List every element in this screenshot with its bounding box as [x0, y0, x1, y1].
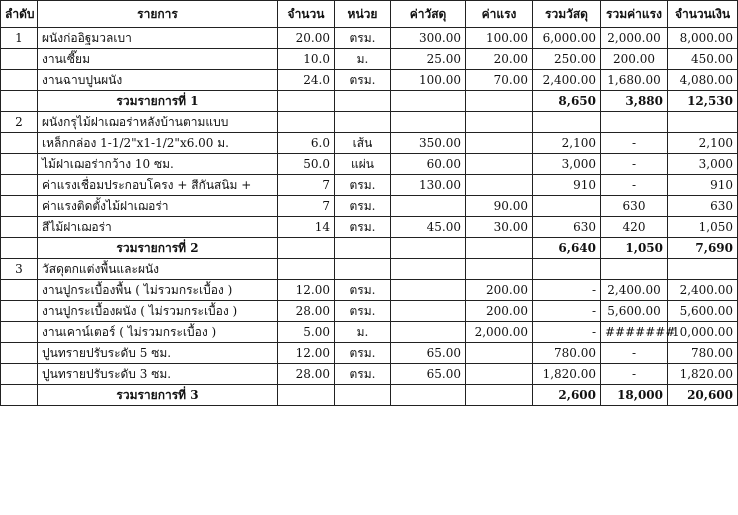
table-row	[1, 364, 738, 385]
cell-unit: ตรม.	[335, 280, 391, 301]
table-body	[1, 28, 738, 406]
cell-qty	[278, 112, 335, 133]
cell-amount: 450.00	[668, 49, 738, 70]
cell-labor-cost: 20.00	[466, 49, 533, 70]
cell-unit	[335, 112, 391, 133]
cell-amount: 780.00	[668, 343, 738, 364]
header-col-material-cost: ค่าวัสดุ	[391, 1, 466, 28]
subtotal-label: รวมรายการที่ 3	[38, 385, 278, 406]
cell-labor-cost: 2,000.00	[466, 322, 533, 343]
cell-total-labor: -	[601, 154, 668, 175]
table-row	[1, 70, 738, 91]
cell-unit: เส้น	[335, 133, 391, 154]
subtotal-amount: 12,530	[668, 91, 738, 112]
table-row	[1, 49, 738, 70]
cell-total-labor	[601, 259, 668, 280]
cell-material-cost: 100.00	[391, 70, 466, 91]
cell-total-labor: 2,000.00	[601, 28, 668, 49]
cell-material-cost: 60.00	[391, 154, 466, 175]
cell-material-cost: 25.00	[391, 49, 466, 70]
cell-total-labor: -	[601, 343, 668, 364]
cell-total-material	[533, 196, 601, 217]
header-col-number: ลำดับ	[1, 1, 38, 28]
cell-unit: แผ่น	[335, 154, 391, 175]
cell-material-cost: 300.00	[391, 28, 466, 49]
cell-number	[1, 280, 38, 301]
cell-amount: 630	[668, 196, 738, 217]
section-row	[1, 112, 738, 133]
cell-material-cost	[391, 280, 466, 301]
cell-material-cost	[391, 301, 466, 322]
cell-item: ปูนทรายปรับระดับ 3 ซม.	[38, 364, 278, 385]
header-col-labor-cost: ค่าแรง	[466, 1, 533, 28]
cell-labor-cost	[466, 133, 533, 154]
table-row	[1, 280, 738, 301]
cell-amount: 2,400.00	[668, 280, 738, 301]
cell-number	[1, 70, 38, 91]
cell-number	[1, 238, 38, 259]
subtotal-labor: 1,050	[601, 238, 668, 259]
table-row	[1, 301, 738, 322]
header-col-total-material: รวมวัสดุ	[533, 1, 601, 28]
cell-total-material: 2,100	[533, 133, 601, 154]
cell-unit	[335, 238, 391, 259]
cell-qty: 50.0	[278, 154, 335, 175]
table-row	[1, 175, 738, 196]
cell-qty	[278, 259, 335, 280]
subtotal-row	[1, 385, 738, 406]
cell-total-material: 2,400.00	[533, 70, 601, 91]
cell-item: งานฉาบปูนผนัง	[38, 70, 278, 91]
cell-total-material: 910	[533, 175, 601, 196]
cell-unit: ตรม.	[335, 28, 391, 49]
cell-labor-cost	[466, 343, 533, 364]
cell-item: งานเคาน์เตอร์ ( ไม่รวมกระเบื้อง )	[38, 322, 278, 343]
subtotal-amount: 20,600	[668, 385, 738, 406]
cell-labor-cost: 100.00	[466, 28, 533, 49]
cell-material-cost: 45.00	[391, 217, 466, 238]
cell-item: งานปูกระเบื้องพื้น ( ไม่รวมกระเบื้อง )	[38, 280, 278, 301]
cell-qty: 28.00	[278, 364, 335, 385]
subtotal-row	[1, 91, 738, 112]
cell-labor-cost: 90.00	[466, 196, 533, 217]
cell-qty: 14	[278, 217, 335, 238]
cell-qty: 5.00	[278, 322, 335, 343]
cell-number	[1, 301, 38, 322]
cell-material-cost: 130.00	[391, 175, 466, 196]
cell-labor-cost: 30.00	[466, 217, 533, 238]
cell-number	[1, 154, 38, 175]
cell-number	[1, 364, 38, 385]
cell-qty: 28.00	[278, 301, 335, 322]
cell-total-labor: -	[601, 364, 668, 385]
cell-total-labor: #######	[601, 322, 668, 343]
cell-amount	[668, 259, 738, 280]
table-row	[1, 133, 738, 154]
cell-unit	[335, 259, 391, 280]
subtotal-amount: 7,690	[668, 238, 738, 259]
cell-amount: 910	[668, 175, 738, 196]
cell-number	[1, 322, 38, 343]
cell-unit: ตรม.	[335, 343, 391, 364]
cell-number: 1	[1, 28, 38, 49]
header-col-qty: จำนวน	[278, 1, 335, 28]
cell-unit: ตรม.	[335, 364, 391, 385]
cell-qty	[278, 238, 335, 259]
cell-qty: 12.00	[278, 343, 335, 364]
cell-amount: 1,050	[668, 217, 738, 238]
header-col-unit: หน่วย	[335, 1, 391, 28]
cell-total-material: 6,000.00	[533, 28, 601, 49]
cell-item: สีไม้ฝาเฌอร่า	[38, 217, 278, 238]
cell-material-cost	[391, 112, 466, 133]
cell-number	[1, 175, 38, 196]
cell-unit: ม.	[335, 49, 391, 70]
table-row	[1, 154, 738, 175]
subtotal-labor: 3,880	[601, 91, 668, 112]
cell-labor-cost	[466, 91, 533, 112]
cell-unit: ตรม.	[335, 175, 391, 196]
cell-number	[1, 196, 38, 217]
cell-amount: 10,000.00	[668, 322, 738, 343]
cell-total-material: -	[533, 301, 601, 322]
cell-amount: 5,600.00	[668, 301, 738, 322]
cell-material-cost: 65.00	[391, 343, 466, 364]
cell-labor-cost: 70.00	[466, 70, 533, 91]
cell-item: ปูนทรายปรับระดับ 5 ซม.	[38, 343, 278, 364]
cell-total-labor: -	[601, 175, 668, 196]
cell-item: ค่าแรงติดตั้งไม้ฝาเฌอร่า	[38, 196, 278, 217]
cell-item: ไม้ฝาเฌอร่ากว้าง 10 ซม.	[38, 154, 278, 175]
cell-number	[1, 49, 38, 70]
cell-qty	[278, 385, 335, 406]
cell-total-material: 630	[533, 217, 601, 238]
cell-amount: 8,000.00	[668, 28, 738, 49]
header-row	[1, 1, 738, 28]
cell-labor-cost	[466, 238, 533, 259]
cell-unit	[335, 91, 391, 112]
cell-total-material	[533, 112, 601, 133]
cell-unit	[335, 385, 391, 406]
cell-qty: 12.00	[278, 280, 335, 301]
cell-labor-cost	[466, 385, 533, 406]
cell-qty: 7	[278, 175, 335, 196]
cell-item: งานเซี๊ยม	[38, 49, 278, 70]
cell-total-labor: -	[601, 133, 668, 154]
cell-amount	[668, 112, 738, 133]
table-row	[1, 28, 738, 49]
cell-material-cost	[391, 385, 466, 406]
cell-total-labor: 420	[601, 217, 668, 238]
subtotal-material: 8,650	[533, 91, 601, 112]
cell-item: ผนังก่ออิฐมวลเบา	[38, 28, 278, 49]
cell-number	[1, 343, 38, 364]
cell-unit: ตรม.	[335, 70, 391, 91]
cell-qty: 6.0	[278, 133, 335, 154]
subtotal-label: รวมรายการที่ 2	[38, 238, 278, 259]
section-number: 2	[1, 112, 38, 133]
cell-amount: 4,080.00	[668, 70, 738, 91]
cell-qty	[278, 91, 335, 112]
cell-amount: 2,100	[668, 133, 738, 154]
cell-item: งานปูกระเบื้องผนัง ( ไม่รวมกระเบื้อง )	[38, 301, 278, 322]
cell-unit: ตรม.	[335, 301, 391, 322]
cell-unit: ตรม.	[335, 196, 391, 217]
cell-qty: 24.0	[278, 70, 335, 91]
cell-total-labor: 5,600.00	[601, 301, 668, 322]
cell-total-labor: 2,400.00	[601, 280, 668, 301]
cell-number	[1, 217, 38, 238]
cell-total-material: 780.00	[533, 343, 601, 364]
cell-item: ค่าแรงเชื่อมประกอบโครง + สีกันสนิม +	[38, 175, 278, 196]
table-row	[1, 343, 738, 364]
cell-material-cost	[391, 196, 466, 217]
cell-qty: 20.00	[278, 28, 335, 49]
cell-labor-cost	[466, 112, 533, 133]
section-title: ผนังกรุไม้ฝาเฌอร่าหลังบ้านตามแบบ	[38, 112, 278, 133]
cell-unit: ตรม.	[335, 217, 391, 238]
cell-material-cost	[391, 259, 466, 280]
cell-total-material: 3,000	[533, 154, 601, 175]
cell-labor-cost	[466, 175, 533, 196]
cell-labor-cost	[466, 154, 533, 175]
subtotal-label: รวมรายการที่ 1	[38, 91, 278, 112]
cell-item: เหล็กกล่อง 1-1/2"x1-1/2"x6.00 ม.	[38, 133, 278, 154]
cell-amount: 1,820.00	[668, 364, 738, 385]
cell-amount: 3,000	[668, 154, 738, 175]
cell-material-cost	[391, 91, 466, 112]
subtotal-material: 6,640	[533, 238, 601, 259]
section-number: 3	[1, 259, 38, 280]
cell-unit: ม.	[335, 322, 391, 343]
cell-total-labor: 630	[601, 196, 668, 217]
cell-number	[1, 133, 38, 154]
section-row	[1, 259, 738, 280]
table-row	[1, 196, 738, 217]
header-col-item: รายการ	[38, 1, 278, 28]
cell-total-material: 250.00	[533, 49, 601, 70]
cell-material-cost	[391, 322, 466, 343]
cell-labor-cost	[466, 364, 533, 385]
subtotal-labor: 18,000	[601, 385, 668, 406]
cell-material-cost	[391, 238, 466, 259]
cell-labor-cost	[466, 259, 533, 280]
cell-qty: 7	[278, 196, 335, 217]
cell-total-labor: 1,680.00	[601, 70, 668, 91]
cell-material-cost: 65.00	[391, 364, 466, 385]
cell-total-material	[533, 259, 601, 280]
header-col-amount: จำนวนเงิน	[668, 1, 738, 28]
cell-total-material: -	[533, 322, 601, 343]
cell-total-labor	[601, 112, 668, 133]
table-row	[1, 322, 738, 343]
cell-material-cost: 350.00	[391, 133, 466, 154]
subtotal-material: 2,600	[533, 385, 601, 406]
subtotal-row	[1, 238, 738, 259]
cell-total-material: -	[533, 280, 601, 301]
table-row	[1, 217, 738, 238]
cell-total-material: 1,820.00	[533, 364, 601, 385]
cell-labor-cost: 200.00	[466, 280, 533, 301]
cell-total-labor: 200.00	[601, 49, 668, 70]
cell-number	[1, 91, 38, 112]
cell-labor-cost: 200.00	[466, 301, 533, 322]
header-col-total-labor: รวมค่าแรง	[601, 1, 668, 28]
cell-qty: 10.0	[278, 49, 335, 70]
section-title: วัสดุตกแต่งพื้นและผนัง	[38, 259, 278, 280]
cell-number	[1, 385, 38, 406]
